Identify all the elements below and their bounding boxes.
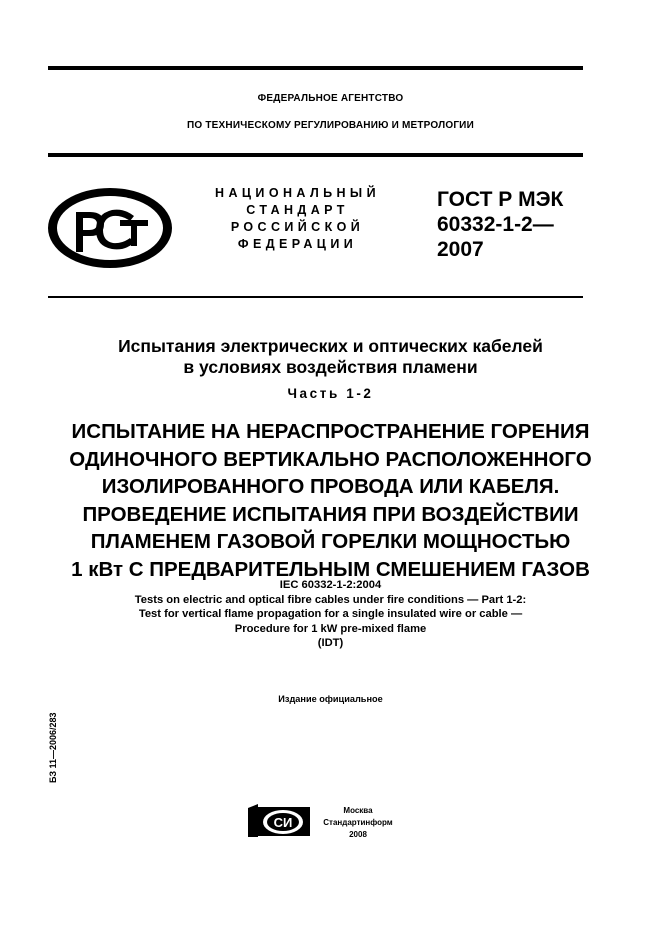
english-reference <box>0 578 661 651</box>
designation-line: ГОСТ Р МЭК <box>437 188 564 211</box>
publisher-name: Стандартинформ <box>323 818 393 827</box>
agency-line-1: ФЕДЕРАЛЬНОЕ АГЕНТСТВО <box>257 93 404 104</box>
national-line: ФЕДЕРАЦИИ <box>237 237 358 251</box>
standartinform-logo-icon <box>248 804 312 837</box>
side-note: БЗ 11—2006/283 <box>48 712 58 783</box>
english-line: Test for vertical flame propagation for a single insulated wire or cable — <box>138 608 523 621</box>
edition-label: Издание официальное <box>278 694 383 704</box>
national-line: СТАНДАРТ <box>246 203 349 217</box>
top-rule <box>48 66 583 70</box>
subtitle-line: ПЛАМЕНЕМ ГАЗОВОЙ ГОРЕЛКИ МОЩНОСТЬЮ <box>90 530 571 553</box>
document-title <box>0 336 661 378</box>
english-line: Tests on electric and optical fibre cables under fire conditions — Part 1-2: <box>134 593 527 606</box>
designation-line: 60332-1-2— <box>437 213 554 236</box>
english-line: Procedure for 1 kW pre-mixed flame <box>234 622 427 635</box>
subtitle-line: ПРОВЕДЕНИЕ ИСПЫТАНИЯ ПРИ ВОЗДЕЙСТВИИ <box>82 502 579 526</box>
publisher-city: Москва <box>343 806 373 815</box>
standard-designation <box>437 187 563 262</box>
subtitle-line: ОДИНОЧНОГО ВЕРТИКАЛЬНО РАСПОЛОЖЕННОГО <box>69 447 592 471</box>
header-rule <box>48 153 583 157</box>
national-line: РОССИЙСКОЙ <box>230 220 365 234</box>
english-line: IEC 60332-1-2:2004 <box>279 579 382 591</box>
english-line: (IDT) <box>317 637 344 650</box>
title-line: Испытания электрических и оптических кабелей <box>118 336 543 356</box>
subtitle-line: ИЗОЛИРОВАННОГО ПРОВОДА ИЛИ КАБЕЛЯ. <box>101 475 560 498</box>
title-line: в условиях воздействия пламени <box>183 357 478 377</box>
svg-text:СИ: СИ <box>273 815 293 830</box>
national-line: НАЦИОНАЛЬНЫЙ <box>215 186 380 200</box>
agency-line-2: ПО ТЕХНИЧЕСКОМУ РЕГУЛИРОВАНИЮ И МЕТРОЛОГИИ <box>187 120 474 131</box>
subtitle-line: ИСПЫТАНИЕ НА НЕРАСПРОСТРАНЕНИЕ ГОРЕНИЯ <box>71 420 590 443</box>
rst-mark-icon <box>46 186 174 270</box>
designation-line: 2007 <box>437 238 484 261</box>
publisher-year: 2008 <box>349 830 367 839</box>
national-standard-block <box>205 185 390 253</box>
subtitle-line: 1 кВт С ПРЕДВАРИТЕЛЬНЫМ СМЕШЕНИЕМ ГАЗОВ <box>71 557 590 581</box>
part-label: Часть 1-2 <box>287 386 374 401</box>
document-subtitle <box>0 418 661 583</box>
section-rule <box>48 296 583 298</box>
